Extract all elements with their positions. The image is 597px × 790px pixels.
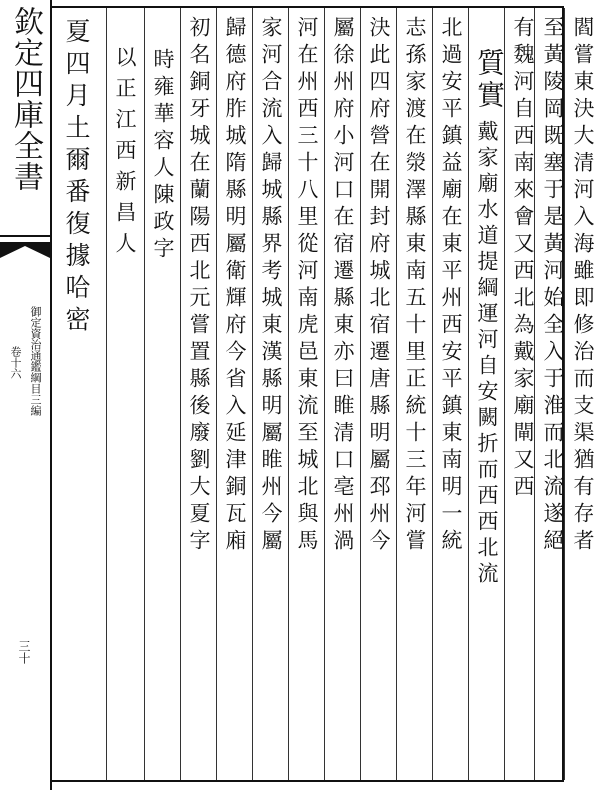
text-column (504, 8, 534, 780)
text-column (216, 8, 252, 780)
column-text: 時雍華容人陳政字 (151, 48, 175, 264)
column-text: 至黃陵岡既塞于是黃河始全入于淮而北流遂絕 (541, 16, 565, 556)
column-text: 以正江西新昌人 (113, 46, 137, 263)
column-text: 家河合流入歸城縣界考城東漢縣明屬睢州今屬 (259, 16, 283, 556)
text-column (144, 8, 180, 780)
column-text: 戴家廟水道提綱運河自安闕折而西西北流 (475, 120, 499, 588)
page-margin (0, 0, 52, 790)
text-column (468, 8, 504, 780)
text-column (360, 8, 396, 780)
text-column (564, 8, 595, 780)
column-text: 有魏河自西南來會又西北為戴家廟閘又西 (511, 16, 535, 502)
volume-label: 卷十六 (9, 346, 22, 379)
column-text: 閻嘗東決大清河入海雖即修治而支渠猶有存者 (571, 16, 595, 556)
text-column (50, 8, 106, 780)
text-column (252, 8, 288, 780)
text-column (106, 8, 144, 780)
column-text: 屬徐州府小河口在宿遷縣東亦曰睢清口亳州渦 (331, 16, 355, 556)
fishtail-ornament (0, 232, 50, 272)
column-text: 河在州西三十八里從河南虎邑東流至城北與馬 (295, 16, 319, 556)
column-text: 志孫家渡在滎澤縣東南五十里正統十三年河嘗 (403, 16, 427, 556)
text-column (396, 8, 432, 780)
text-column (324, 8, 360, 780)
page-number: 三十 (17, 640, 31, 664)
text-frame (50, 6, 595, 782)
column-text: 歸德府胙城隋縣明屬衛輝府今省入延津銅瓦廂 (223, 16, 247, 556)
book-title: 御定資治通鑑綱目三編 (29, 306, 42, 416)
column-text: 決此四府營在開封府城北宿遷唐縣明屬邳州今 (367, 16, 391, 556)
text-column (432, 8, 468, 780)
collection-title: 欽定四庫全書 (8, 6, 43, 192)
entry-heading-text: 夏四月土爾番復據哈密 (62, 18, 91, 338)
text-column (180, 8, 216, 780)
column-text: 初名銅牙城在蘭陽西北元嘗置縣後廢劉大夏字 (187, 16, 211, 556)
text-column (288, 8, 324, 780)
column-text: 北過安平鎮益廟在東平州西安平鎮東南明一統 (439, 16, 463, 556)
annotation-heading: 質實 (473, 48, 506, 112)
text-column (534, 8, 564, 780)
